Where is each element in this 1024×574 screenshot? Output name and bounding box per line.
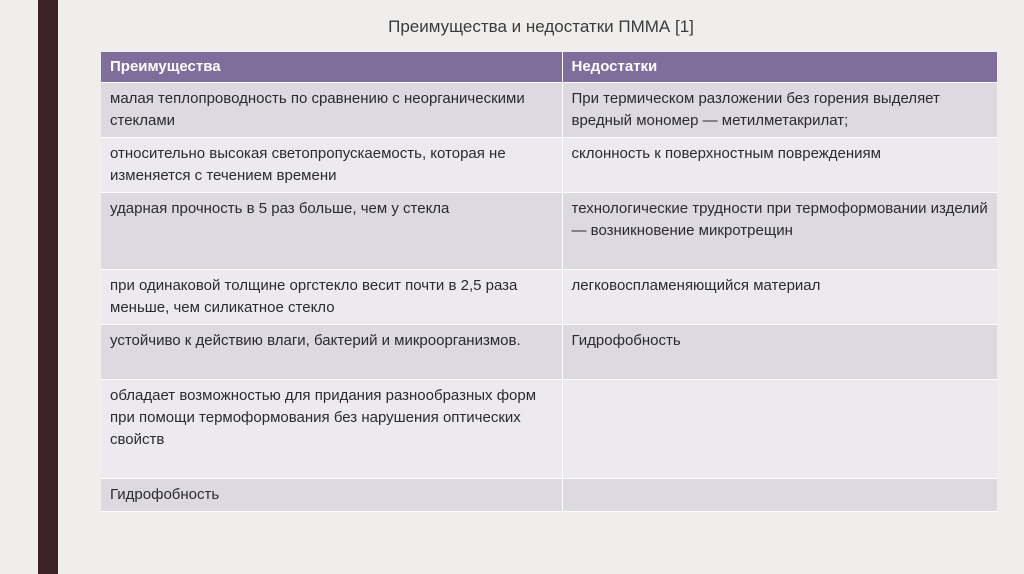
disadvantage-cell: Гидрофобность [562,325,997,380]
table-row [101,138,997,193]
table-header-row [101,52,997,83]
disadvantage-cell: легковоспламеняющийся материал [562,270,997,325]
table-row [101,380,997,479]
disadvantage-cell [562,479,997,512]
disadvantage-cell: склонность к поверхностным повреждениям [562,138,997,193]
table-row [101,479,997,512]
advantage-cell: при одинаковой толщине оргстекло весит почти в 2,5 раза меньше, чем силикатное стекло [101,270,562,325]
table-row [101,193,997,270]
advantage-cell: ударная прочность в 5 раз больше, чем у стекла [101,193,562,270]
advantage-cell: Гидрофобность [101,479,562,512]
disadvantage-cell [562,380,997,479]
disadvantage-cell: При термическом разложении без горения выделяет вредный мономер — метилметакрилат; [562,83,997,138]
header-disadvantages: Недостатки [562,52,997,83]
slide-title: Преимущества и недостатки ПММА [1] [388,17,694,36]
side-accent-bar [38,0,58,574]
header-advantages: Преимущества [101,52,562,83]
advantage-cell: обладает возможностью для придания разнообразных форм при помощи термоформования без нарушения оптических свойств [101,380,562,479]
advantage-cell: устойчиво к действию влаги, бактерий и микроорганизмов. [101,325,562,380]
advantage-cell: малая теплопроводность по сравнению с неорганическими стеклами [101,83,562,138]
comparison-table [101,52,997,512]
disadvantage-cell: технологические трудности при термоформовании изделий — возникновение микротрещин [562,193,997,270]
table-row [101,270,997,325]
table-row [101,83,997,138]
advantage-cell: относительно высокая светопропускаемость, которая не изменяется с течением времени [101,138,562,193]
table-row [101,325,997,380]
